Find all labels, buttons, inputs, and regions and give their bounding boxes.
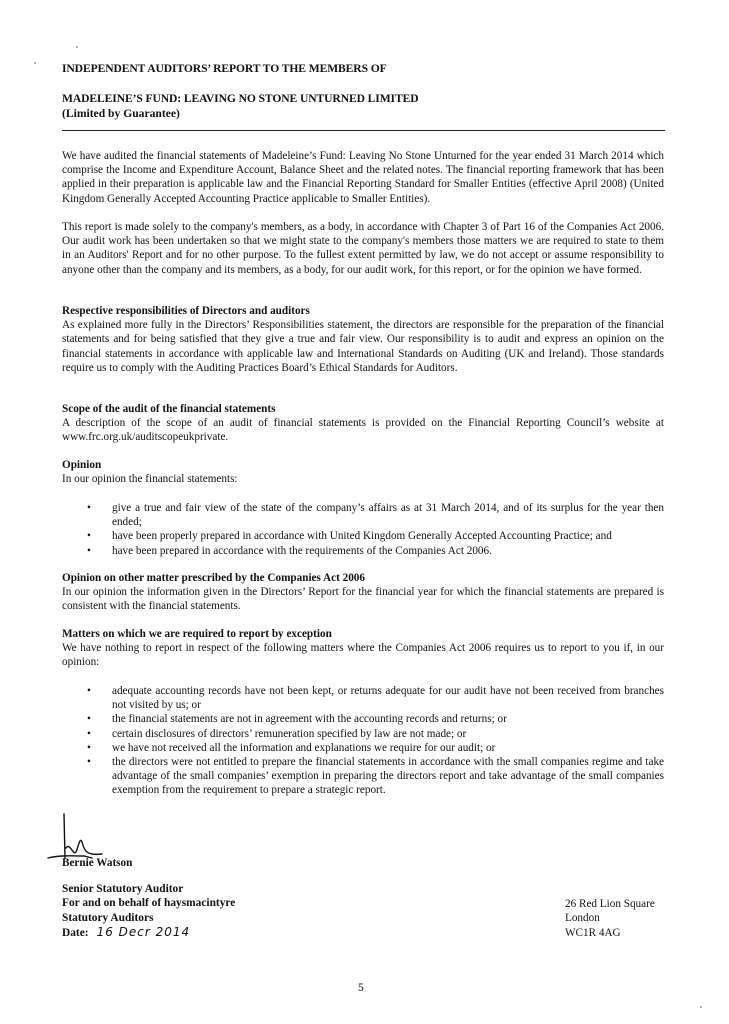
date-label: Date: — [62, 927, 89, 940]
section-title: Respective responsibilities of Directors and auditors — [62, 305, 310, 317]
list-item-text: certain disclosures of directors’ remuneration specified by law are not made; or — [112, 727, 467, 740]
company-name: MADELEINE’S FUND: LEAVING NO STONE UNTURNED LIMITED — [62, 92, 419, 105]
list-item-text: have been prepared in accordance with the requirements of the Companies Act 2006. — [112, 544, 492, 557]
page-number: 5 — [358, 982, 364, 994]
opinion-bullet-list — [84, 501, 664, 558]
section-title: Opinion — [62, 459, 102, 471]
intro-paragraph-1 — [62, 149, 664, 206]
scan-speck — [700, 1006, 702, 1008]
bullet-icon: • — [87, 544, 91, 557]
section-body: As explained more fully in the Directors’ Responsibilities statement, the directors are responsible for the preparation of the financial statements and for being satisfied that they give a true and fair view. Our responsibility is to audit and express an opinion on the financial statements in accordance with applicable law and International Standards on Auditing (UK and Ireland). Those standards require us to comply with the Auditing Practices Board’s Ethical Standards for Auditors. — [62, 319, 664, 374]
list-item — [84, 529, 664, 543]
intro-p2-text: This report is made solely to the company's members, as a body, in accordance with Chapter 3 of Part 16 of the Companies Act 2006. Our audit work has been undertaken so that we might state to the company's members those matters we are required to state to them in an Auditors' Report and for no other purpose. To the fullest extent permitted by law, we do not accept or assume responsibility to anyone other than the company and its members, as a body, for our audit work, for this report, or for the opinion we have formed. — [62, 221, 664, 276]
signatory-details — [62, 882, 235, 941]
report-title: INDEPENDENT AUDITORS’ REPORT TO THE MEMBERS OF — [62, 62, 387, 75]
section-title: Opinion on other matter prescribed by the Companies Act 2006 — [62, 572, 365, 584]
section-intro: In our opinion the financial statements: — [62, 473, 238, 486]
section-body: In our opinion the information given in the Directors’ Report for the financial year for which the financial statements are prepared is consistent with the financial statements. — [62, 586, 664, 613]
list-item — [84, 727, 664, 741]
section-intro: We have nothing to report in respect of the following matters where the Companies Act 2006 requires us to report to you if, in our opinion: — [62, 642, 664, 669]
signatory-role: Senior Statutory Auditor — [62, 883, 184, 895]
date-handwritten: 16 Decr 2014 — [96, 925, 191, 940]
list-item — [84, 544, 664, 558]
list-item-text: have been properly prepared in accordance with United Kingdom Generally Accepted Accounting Practice; and — [112, 530, 612, 543]
section-exception — [62, 627, 664, 670]
list-item — [84, 501, 664, 529]
company-type: (Limited by Guarantee) — [62, 107, 180, 120]
bullet-icon: • — [87, 756, 91, 769]
list-item-text: give a true and fair view of the state of the company’s affairs as at 31 March 2014, and of its surplus for the year then ended; — [112, 502, 664, 529]
section-other-matter — [62, 571, 664, 614]
section-title: Matters on which we are required to report by exception — [62, 628, 332, 640]
date-line — [62, 925, 235, 940]
scan-speck — [76, 46, 78, 48]
exception-bullet-list — [84, 684, 664, 798]
signatory-behalf: For and on behalf of haysmacintyre — [62, 897, 236, 910]
scan-speck — [34, 62, 36, 64]
section-scope — [62, 402, 664, 445]
address-line-3: WC1R 4AG — [565, 926, 621, 939]
list-item-text: we have not received all the information and explanations we require for our audit; or — [112, 741, 496, 754]
bullet-icon: • — [87, 502, 91, 514]
section-body: A description of the scope of an audit of financial statements is provided on the Financial Reporting Council’s website at www.frc.org.uk/auditscopeukprivate. — [62, 417, 664, 444]
firm-address — [565, 897, 655, 940]
list-item — [84, 712, 664, 726]
address-line-1: 26 Red Lion Square — [565, 898, 655, 910]
section-opinion — [62, 458, 664, 486]
list-item-text: the financial statements are not in agreement with the accounting records and returns; or — [112, 713, 507, 726]
list-item — [84, 741, 664, 755]
bullet-icon: • — [87, 727, 91, 740]
bullet-icon: • — [87, 713, 91, 726]
signatory-firm-role: Statutory Auditors — [62, 911, 154, 924]
list-item-text: the directors were not entitled to prepare the financial statements in accordance with the small companies regime and take advantage of the small companies’ exemption in preparing the directors report and take advantage of the small companies exemption from the requirement to prepare a strategic report. — [112, 756, 664, 797]
header-rule — [62, 130, 665, 131]
bullet-icon: • — [87, 530, 91, 543]
intro-paragraph-2 — [62, 220, 664, 277]
section-title: Scope of the audit of the financial statements — [62, 403, 276, 415]
list-item — [84, 755, 664, 798]
intro-p1-text: We have audited the financial statements of Madeleine’s Fund: Leaving No Stone Unturned for the year ended 31 March 2014 which comprise the Income and Expenditure Account, Balance Sheet and the related notes. The financial reporting framework that has been applied in their preparation is applicable law and the Financial Reporting Standard for Smaller Entities (effective April 2008) (United Kingdom Generally Accepted Accounting Practice applicable to Smaller Entities). — [62, 150, 664, 205]
bullet-icon: • — [87, 685, 91, 697]
signatory-name: Bernie Watson — [62, 857, 133, 869]
address-line-2: London — [565, 912, 600, 925]
section-responsibilities — [62, 304, 664, 375]
list-item-text: adequate accounting records have not been kept, or returns adequate for our audit have not been received from branches not visited by us; or — [112, 685, 664, 712]
list-item — [84, 684, 664, 712]
bullet-icon: • — [87, 741, 91, 754]
